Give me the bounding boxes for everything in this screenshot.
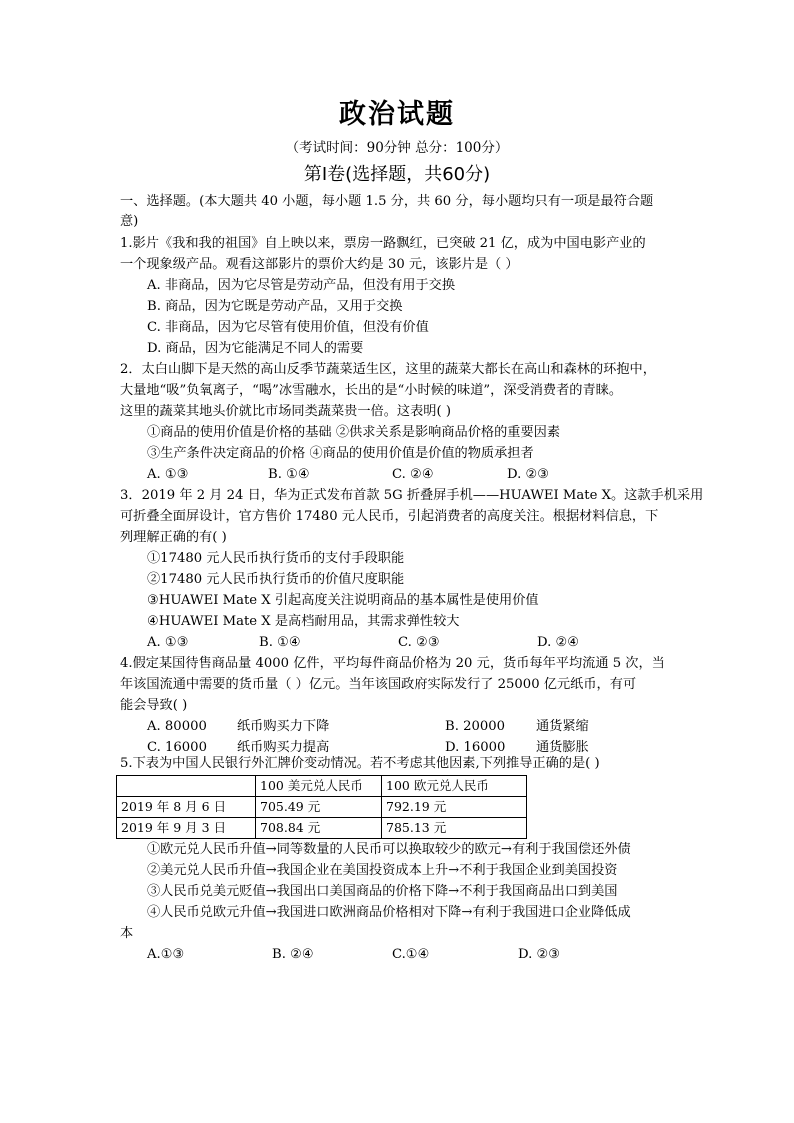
q3-statement-2: ②17480 元人民币执行货币的价值尺度职能 xyxy=(147,572,405,587)
table-cell-eur: 785.13 元 xyxy=(382,818,527,839)
q2-stem-line-3: 这里的蔬菜其地头价就比市场同类蔬菜贵一倍。这表明( ) xyxy=(120,404,451,419)
q4-stem-line-2: 年该国流通中需要的货币量（ ）亿元。当年该国政府实际发行了 25000 亿元纸币，有可 xyxy=(120,677,637,692)
q2-option-c: C. ②④ xyxy=(392,467,434,482)
q4-option-b-value: B. 20000 xyxy=(445,719,506,734)
section-heading: 第Ⅰ卷(选择题，共60分) xyxy=(303,164,491,185)
q1-option-d: D. 商品，因为它能满足不同人的需要 xyxy=(147,341,364,356)
q3-statement-4: ④HUAWEI Mate X 是高档耐用品，其需求弹性较大 xyxy=(147,614,460,629)
table-row xyxy=(117,797,527,818)
q4-option-c-value: C. 16000 xyxy=(147,740,207,755)
q3-statement-3: ③HUAWEI Mate X 引起高度关注说明商品的基本属性是使用价值 xyxy=(147,593,539,608)
q4-option-d-value: D. 16000 xyxy=(445,740,506,755)
q4-option-a-value: A. 80000 xyxy=(147,719,207,734)
q5-statement-1: ①欧元兑人民币升值→同等数量的人民币可以换取较少的欧元→有利于我国偿还外债 xyxy=(147,842,631,857)
q4-option-c-text: 纸币购买力提高 xyxy=(237,740,330,755)
table-corner-cell xyxy=(117,776,256,797)
q5-statement-4: ④人民币兑欧元升值→我国进口欧洲商品价格相对下降→有利于我国进口企业降低成 xyxy=(147,905,631,920)
q2-option-a: A. ①③ xyxy=(147,467,189,482)
q4-option-b-text: 通货紧缩 xyxy=(536,719,589,734)
q1-stem-line-2: 一个现象级产品。观看这部影片的票价大约是 30 元，该影片是（ ） xyxy=(120,257,519,272)
q1-option-a: A. 非商品，因为它尽管是劳动产品，但没有用于交换 xyxy=(147,278,456,293)
q4-stem-line-1: 4.假定某国待售商品量 4000 亿件，平均每件商品价格为 20 元，货币每年平均流通 5 次，当 xyxy=(120,656,665,671)
q1-stem-line-1: 1.影片《我和我的祖国》自上映以来，票房一路飘红，已突破 21 亿，成为中国电影产业的 xyxy=(120,236,646,251)
exam-info: （考试时间：90分钟 总分：100分） xyxy=(285,140,509,156)
q4-stem-line-3: 能会导致( ) xyxy=(120,698,188,713)
q3-stem-line-2: 可折叠全面屏设计，官方售价 17480 元人民币，引起消费者的高度关注。根据材料信息，下 xyxy=(120,509,659,524)
q5-option-b: B. ②④ xyxy=(272,947,314,962)
q3-statement-1: ①17480 元人民币执行货币的支付手段职能 xyxy=(147,551,405,566)
q3-option-c: C. ②③ xyxy=(398,635,440,650)
instructions-line-2: 意) xyxy=(120,214,139,229)
table-cell-date: 2019 年 9 月 3 日 xyxy=(117,818,256,839)
table-row xyxy=(117,818,527,839)
q5-statement-3: ③人民币兑美元贬值→我国出口美国商品的价格下降→不利于我国商品出口到美国 xyxy=(147,884,618,899)
q1-option-c: C. 非商品，因为它尽管有使用价值，但没有价值 xyxy=(147,320,429,335)
page-title: 政治试题 xyxy=(339,99,455,130)
q5-statement-2: ②美元兑人民币升值→我国企业在美国投资成本上升→不利于我国企业到美国投资 xyxy=(147,863,618,878)
q5-option-c: C.①④ xyxy=(392,947,430,962)
q5-option-a: A.①③ xyxy=(147,947,185,962)
q1-option-b: B. 商品，因为它既是劳动产品，又用于交换 xyxy=(147,299,403,314)
q3-option-d: D. ②④ xyxy=(537,635,580,650)
q2-stem-line-2: 大量地“吸”负氧离子，“喝”冰雪融水，长出的是“小时候的味道”，深受消费者的青睐。 xyxy=(120,383,623,398)
table-cell-usd: 705.49 元 xyxy=(256,797,382,818)
q3-stem-line-3: 列理解正确的有( ) xyxy=(120,530,227,545)
q5-stem: 5.下表为中国人民银行外汇牌价变动情况。若不考虑其他因素,下列推导正确的是( ) xyxy=(120,756,600,771)
q2-statements-2: ③生产条件决定商品的价格 ④商品的使用价值是价值的物质承担者 xyxy=(147,446,534,461)
table-header-eur: 100 欧元兑人民币 xyxy=(382,776,527,797)
q3-option-a: A. ①③ xyxy=(147,635,189,650)
exchange-rate-table xyxy=(116,775,527,839)
q4-option-d-text: 通货膨胀 xyxy=(536,740,589,755)
table-cell-date: 2019 年 8 月 6 日 xyxy=(117,797,256,818)
instructions-line-1: 一、选择题。(本大题共 40 小题，每小题 1.5 分，共 60 分，每小题均只有一项是最符合题 xyxy=(120,194,654,209)
table-cell-eur: 792.19 元 xyxy=(382,797,527,818)
q5-option-d: D. ②③ xyxy=(518,947,561,962)
q2-stem-line-1: 2．太白山脚下是天然的高山反季节蔬菜适生区，这里的蔬菜大都长在高山和森林的环抱中， xyxy=(120,362,656,377)
q5-statement-4-cont: 本 xyxy=(120,926,134,941)
table-header-usd: 100 美元兑人民币 xyxy=(256,776,382,797)
q2-option-b: B. ①④ xyxy=(268,467,310,482)
q2-statements-1: ①商品的使用价值是价格的基础 ②供求关系是影响商品价格的重要因素 xyxy=(147,425,561,440)
q2-option-d: D. ②③ xyxy=(507,467,550,482)
table-header-row xyxy=(117,776,527,797)
q3-option-b: B. ①④ xyxy=(259,635,301,650)
table-cell-usd: 708.84 元 xyxy=(256,818,382,839)
q3-stem-line-1: 3．2019 年 2 月 24 日，华为正式发布首款 5G 折叠屏手机——HUAWEI Mate X。这款手机采用 xyxy=(120,488,704,503)
q4-option-a-text: 纸币购买力下降 xyxy=(237,719,330,734)
